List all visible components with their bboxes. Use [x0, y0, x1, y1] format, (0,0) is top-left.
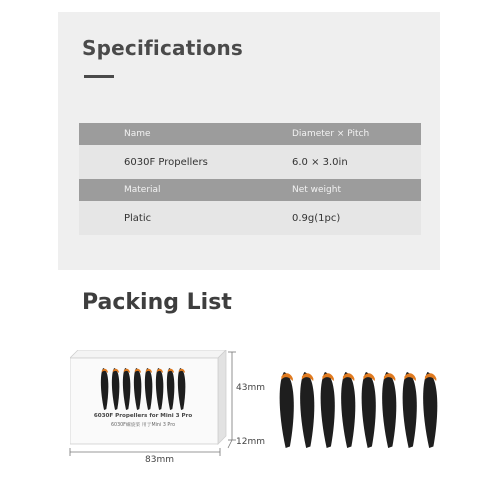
value-cell-material: Platic — [79, 201, 270, 235]
propeller-icon — [341, 372, 355, 448]
propeller-icon — [382, 372, 396, 448]
propeller-icon — [403, 372, 417, 448]
specifications-title: Specifications — [82, 36, 244, 60]
packing-list-title: Packing List — [82, 290, 232, 315]
value-cell-diameter-pitch: 6.0 × 3.0in — [270, 145, 421, 179]
propeller-icon — [280, 372, 294, 448]
box-label-line2: 6030F螺旋桨 用于Mini 3 Pro — [110, 423, 176, 428]
header-cell-material: Material — [79, 179, 270, 201]
header-cell-name: Name — [79, 123, 270, 145]
dimension-depth: 12mm — [236, 437, 265, 447]
dimension-height: 43mm — [236, 383, 265, 393]
propeller-icon — [423, 372, 437, 448]
value-cell-name: 6030F Propellers — [79, 145, 270, 179]
propeller-icon — [300, 372, 314, 448]
header-cell-net-weight: Net weight — [270, 179, 421, 201]
header-cell-diameter-pitch: Diameter × Pitch — [270, 123, 421, 145]
box-label-line1: 6030F Propellers for Mini 3 Pro — [93, 413, 193, 419]
dimension-width: 83mm — [145, 455, 174, 465]
value-cell-net-weight: 0.9g(1pc) — [270, 201, 421, 235]
propellers-group — [274, 366, 444, 450]
propeller-icon — [321, 372, 335, 448]
propeller-icon — [362, 372, 376, 448]
